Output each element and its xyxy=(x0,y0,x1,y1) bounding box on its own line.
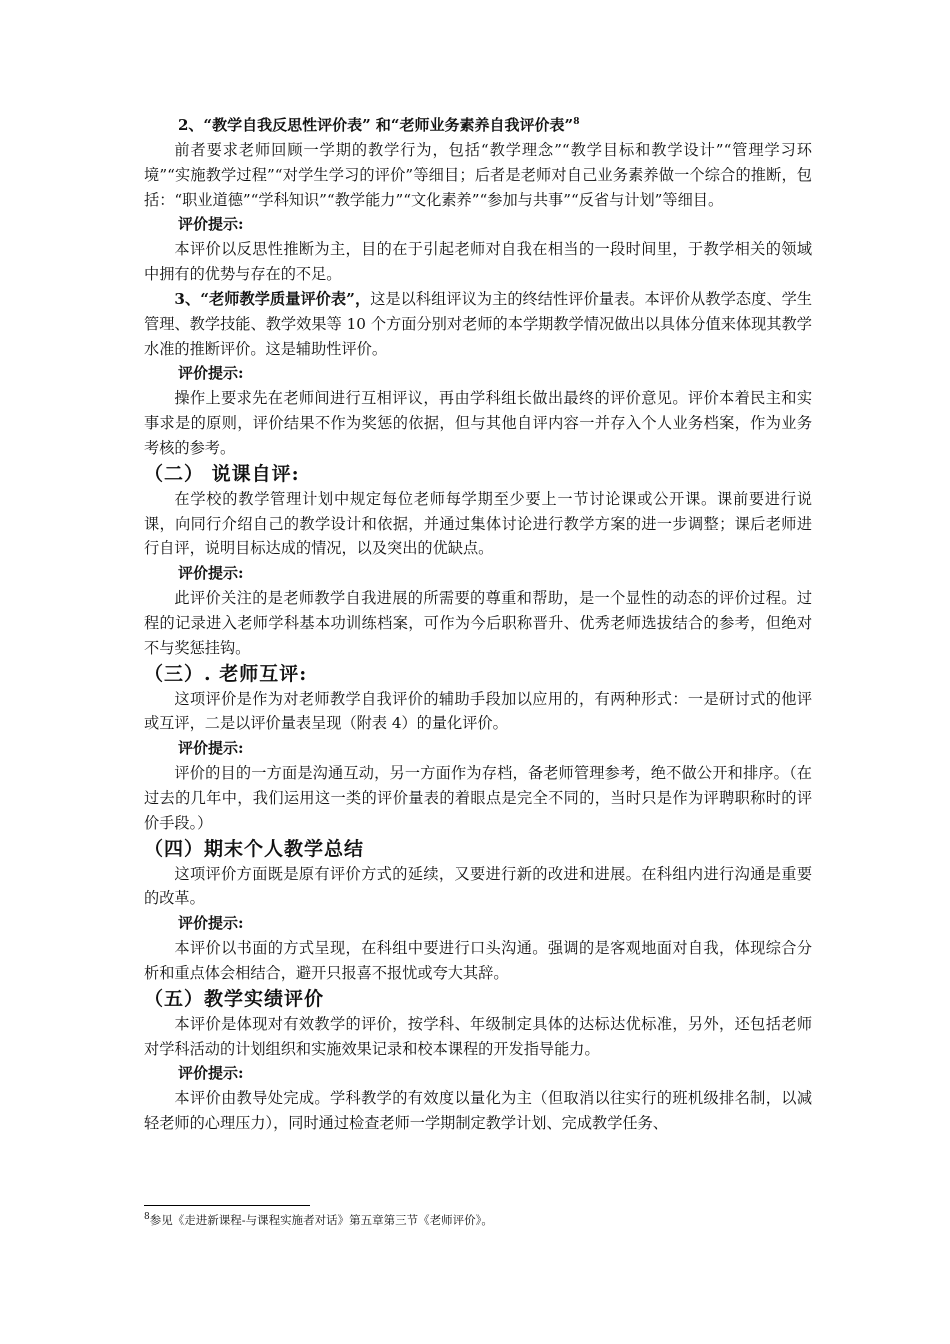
item3-tip-label: 评价提示: xyxy=(178,364,244,383)
footnote-ref: 8 xyxy=(573,117,580,127)
item3-paragraph xyxy=(144,287,812,361)
footnote xyxy=(144,1212,493,1228)
section5-heading: （五）教学实绩评价 xyxy=(144,987,325,1010)
section2-tip-body: 此评价关注的是老师教学自我进展的所需要的尊重和帮助，是一个显性的动态的评价过程。过程的记录进入老师学科基本功训练档案，可作为今后职称晋升、优秀老师选拔结合的参考，但绝对不与奖惩挂钩。 xyxy=(144,589,812,657)
item2-body: 前者要求老师回顾一学期的教学行为，包括“教学理念”“教学目标和教学设计”“管理学习环境”“实施教学过程”“对学生学习的评价”等细目；后者是老师对自己业务素养做一个综合的推断，包括：“职业道德”“学科知识”“教学能力”“文化素养”“参加与共事”“反省与计划”等细目。 xyxy=(144,141,812,209)
footnote-text: 参见《走进新课程-与课程实施者对话》第五章第三节《老师评价》。 xyxy=(149,1213,493,1227)
item3-tip-body: 操作上要求先在老师间进行互相评议，再由学科组长做出最终的评价意见。评价本着民主和实事求是的原则，评价结果不作为奖惩的依据，但与其他自评内容一并存入个人业务档案，作为业务考核的参考。 xyxy=(144,389,812,457)
item2-tip-body: 本评价以反思性推断为主，目的在于引起老师对自我在相当的一段时间里，于教学相关的领域中拥有的优势与存在的不足。 xyxy=(144,240,812,284)
section3-body: 这项评价是作为对老师教学自我评价的辅助手段加以应用的，有两种形式：一是研讨式的他评或互评，二是以评价量表呈现（附表 4）的量化评价。 xyxy=(144,689,812,733)
section3-heading: （三）. 老师互评: xyxy=(144,662,308,685)
section4-body: 这项评价方面既是原有评价方式的延续，又要进行新的改进和进展。在科组内进行沟通是重要的改革。 xyxy=(144,864,812,908)
item2-heading xyxy=(144,112,812,138)
item2-heading-text: 2、“教学自我反思性评价表” 和“老师业务素养自我评价表” xyxy=(178,116,574,134)
section4-tip-label: 评价提示: xyxy=(178,914,244,933)
section5-body: 本评价是体现对有效教学的评价，按学科、年级制定具体的达标达优标准，另外，还包括老师对学科活动的计划组织和实施效果记录和校本课程的开发指导能力。 xyxy=(144,1014,812,1058)
section2-body: 在学校的教学管理计划中规定每位老师每学期至少要上一节讨论课或公开课。课前要进行说课，向同行介绍自己的教学设计和依据，并通过集体讨论进行教学方案的进一步调整；课后老师进行自评，说明目标达成的情况，以及突出的优缺点。 xyxy=(144,489,812,558)
section3-tip-label: 评价提示: xyxy=(178,739,244,758)
footnote-marker: 8 xyxy=(144,1212,150,1223)
section4-heading: （四）期末个人教学总结 xyxy=(144,837,365,860)
item2-tip-label: 评价提示: xyxy=(178,215,244,234)
section5-tip-body: 本评价由教导处完成。学科教学的有效度以量化为主（但取消以往实行的班机级排名制，以减轻老师的心理压力），同时通过检查老师一学期制定教学计划、完成教学任务、 xyxy=(144,1089,812,1133)
item3-body: 这是以科组评议为主的终结性评价量表。本评价从教学态度、学生管理、教学技能、教学效果等 10 个方面分别对老师的本学期教学情况做出以具体分值来体现其教学水准的推断评价。这是辅助性评价。 xyxy=(144,289,813,358)
section3-tip-body: 评价的目的一方面是沟通互动，另一方面作为存档，备老师管理参考，绝不做公开和排序。（在过去的几年中，我们运用这一类的评价量表的着眼点是完全不同的，当时只是作为评聘职称时的评价手段。） xyxy=(144,764,812,832)
item3-heading: 3、“老师教学质量评价表”， xyxy=(174,289,371,308)
document-page xyxy=(144,112,812,1136)
section2-heading: （二） 说课自评: xyxy=(144,462,300,485)
section5-tip-label: 评价提示: xyxy=(178,1064,244,1083)
footnote-divider xyxy=(144,1205,310,1206)
section4-tip-body: 本评价以书面的方式呈现，在科组中要进行口头沟通。强调的是客观地面对自我，体现综合分析和重点体会相结合，避开只报喜不报忧或夸大其辞。 xyxy=(144,939,812,982)
section2-tip-label: 评价提示: xyxy=(178,564,244,583)
